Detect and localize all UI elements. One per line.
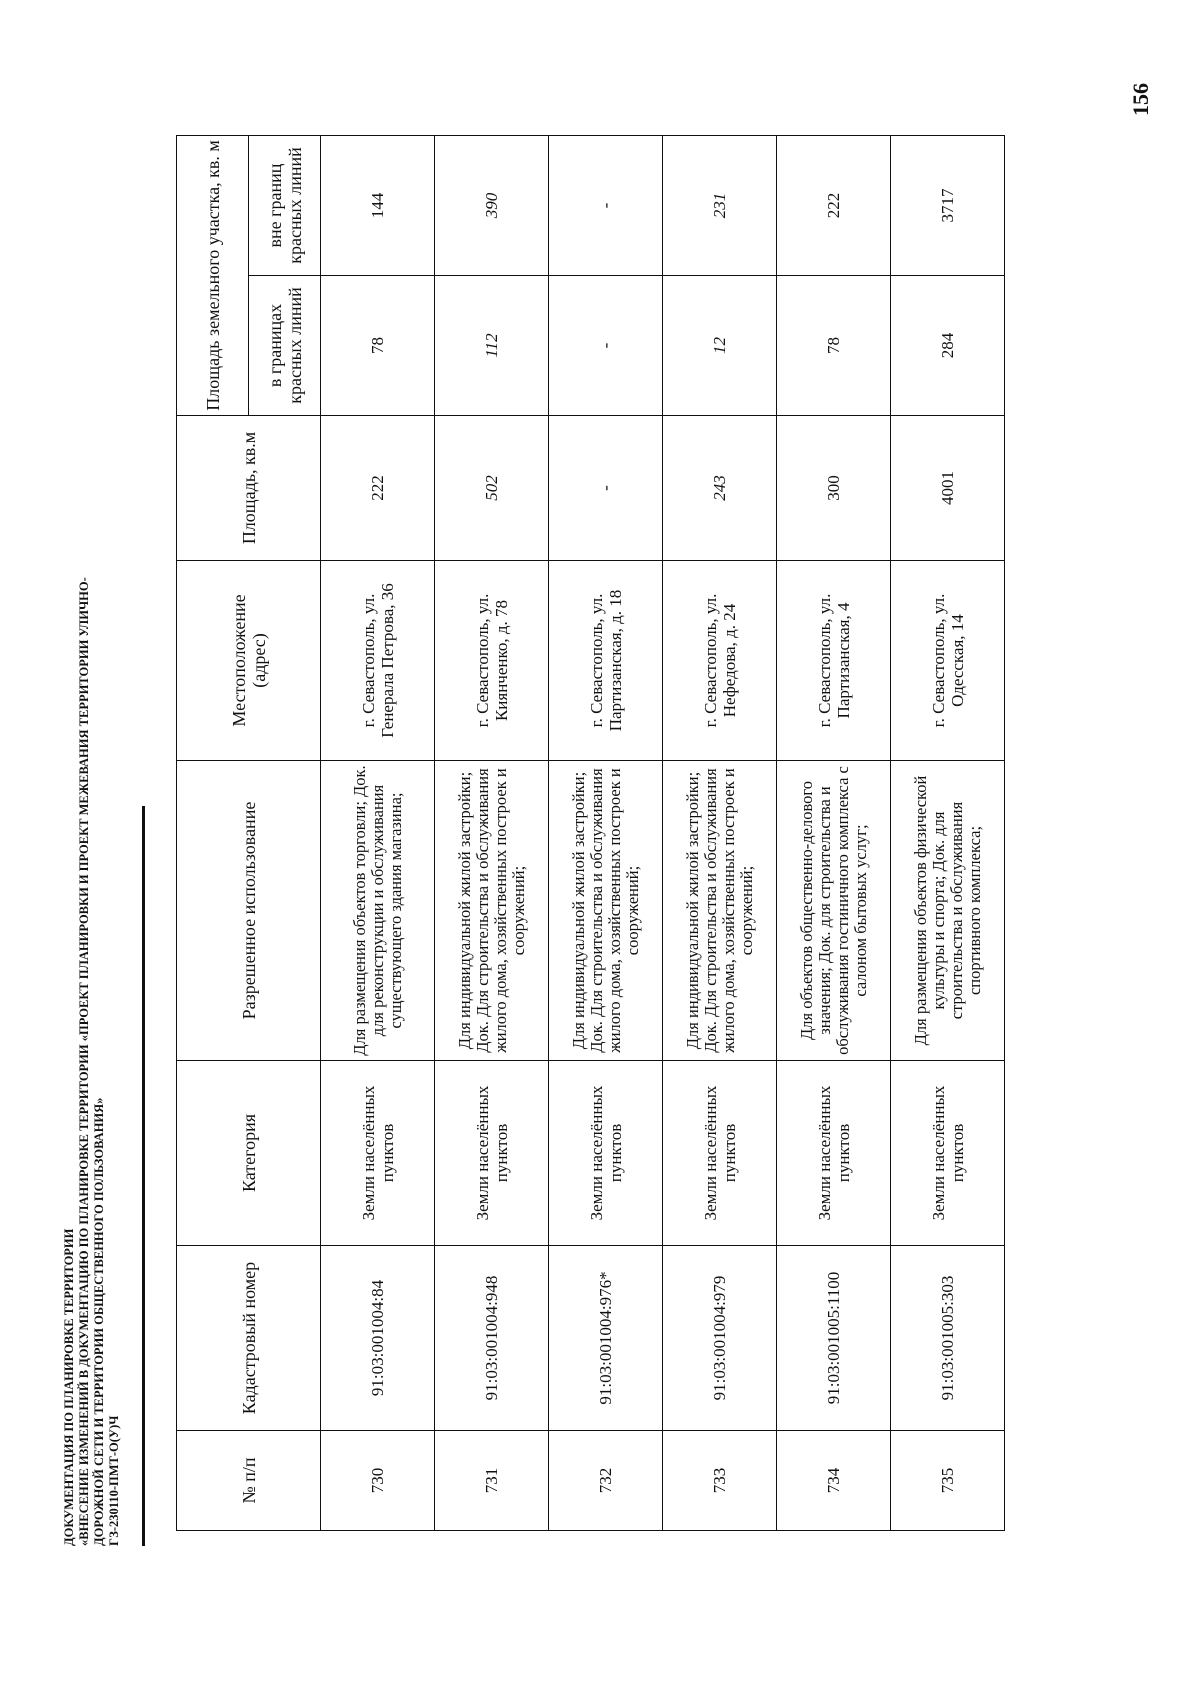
table-row bbox=[435, 136, 549, 1531]
cell-num: 735 bbox=[891, 1431, 1005, 1531]
cell-area: 243 bbox=[663, 416, 777, 561]
cell-address: г. Севастополь, ул. Одесская, 14 bbox=[891, 561, 1005, 761]
header-outside: вне границ красных линий bbox=[249, 136, 321, 276]
cell-cadastral: 91:03:001005:303 bbox=[891, 1246, 1005, 1431]
cell-address: г. Севастополь, ул. Генерала Петрова, 36 bbox=[321, 561, 435, 761]
table-row bbox=[777, 136, 891, 1531]
cell-cadastral: 91:03:001005:1100 bbox=[777, 1246, 891, 1431]
cell-cadastral: 91:03:001004:979 bbox=[663, 1246, 777, 1431]
cell-category: Земли населённых пунктов bbox=[891, 1061, 1005, 1246]
header-line-4: ГЗ-230110-ПМТ-О(У)Ч bbox=[107, 1415, 121, 1546]
header-inside: в границах красных линий bbox=[249, 276, 321, 416]
cell-area: 4001 bbox=[891, 416, 1005, 561]
cell-outside: 144 bbox=[321, 136, 435, 276]
cell-category: Земли населённых пунктов bbox=[663, 1061, 777, 1246]
cell-category: Земли населённых пунктов bbox=[321, 1061, 435, 1246]
cell-num: 730 bbox=[321, 1431, 435, 1531]
cell-usage: Для размещения объектов торговли; Док. для реконструкции и обслуживания существующего здания магазина; bbox=[321, 761, 435, 1061]
table-row bbox=[549, 136, 663, 1531]
cell-inside: - bbox=[549, 276, 663, 416]
cell-inside: 112 bbox=[435, 276, 549, 416]
header-category: Категория bbox=[177, 1061, 321, 1246]
cell-area: - bbox=[549, 416, 663, 561]
cell-usage: Для индивидуальной жилой застройки; Док. Для строительства и обслуживания жилого дома, хозяйственных построек и сооружений; bbox=[549, 761, 663, 1061]
cell-inside: 284 bbox=[891, 276, 1005, 416]
cell-category: Земли населённых пунктов bbox=[777, 1061, 891, 1246]
cell-area: 502 bbox=[435, 416, 549, 561]
cell-usage: Для индивидуальной жилой застройки; Док. Для строительства и обслуживания жилого дома, хозяйственных построек и сооружений; bbox=[435, 761, 549, 1061]
cell-outside: 231 bbox=[663, 136, 777, 276]
cell-inside: 78 bbox=[777, 276, 891, 416]
cell-address: г. Севастополь, ул. Партизанская, 4 bbox=[777, 561, 891, 761]
header-line-3: ДОРОЖНОЙ СЕТИ И ТЕРРИТОРИИ ОБЩЕСТВЕННОГО ПОЛЬЗОВАНИЯ» bbox=[92, 1097, 106, 1546]
header-cadastral: Кадастровый номер bbox=[177, 1246, 321, 1431]
cell-outside: 222 bbox=[777, 136, 891, 276]
document-header bbox=[62, 577, 122, 1546]
table-row bbox=[321, 136, 435, 1531]
cell-outside: - bbox=[549, 136, 663, 276]
cell-inside: 78 bbox=[321, 276, 435, 416]
cell-address: г. Севастополь, ул. Партизанская, д. 18 bbox=[549, 561, 663, 761]
header-divider bbox=[142, 806, 145, 1546]
cell-category: Земли населённых пунктов bbox=[549, 1061, 663, 1246]
cell-num: 733 bbox=[663, 1431, 777, 1531]
cell-inside: 12 bbox=[663, 276, 777, 416]
cell-area: 300 bbox=[777, 416, 891, 561]
cell-num: 731 bbox=[435, 1431, 549, 1531]
header-address: Местоположение (адрес) bbox=[177, 561, 321, 761]
header-area: Площадь, кв.м bbox=[177, 416, 321, 561]
header-line-2: «ВНЕСЕНИЕ ИЗМЕНЕНИЙ В ДОКУМЕНТАЦИЮ ПО ПЛАНИРОВКЕ ТЕРРИТОРИИ «ПРОЕКТ ПЛАНИРОВКИ И ПРОЕКТ МЕЖЕВАНИЯ ТЕРРИТОРИИ УЛИЧНО- bbox=[77, 577, 91, 1546]
cell-num: 734 bbox=[777, 1431, 891, 1531]
cell-outside: 3717 bbox=[891, 136, 1005, 276]
cell-category: Земли населённых пунктов bbox=[435, 1061, 549, 1246]
header-line-1: ДОКУМЕНТАЦИЯ ПО ПЛАНИРОВКЕ ТЕРРИТОРИИ bbox=[62, 1228, 76, 1546]
cell-address: г. Севастополь, ул. Киянченко, д. 78 bbox=[435, 561, 549, 761]
cell-area: 222 bbox=[321, 416, 435, 561]
cell-num: 732 bbox=[549, 1431, 663, 1531]
header-plot-area: Площадь земельного участка, кв. м bbox=[177, 136, 249, 416]
cell-usage: Для индивидуальной жилой застройки; Док. Для строительства и обслуживания жилого дома, хозяйственных построек и сооружений; bbox=[663, 761, 777, 1061]
header-num: № п/п bbox=[177, 1431, 321, 1531]
cell-outside: 390 bbox=[435, 136, 549, 276]
cell-usage: Для объектов общественно-делового значения; Док. для строительства и обслуживания гостиничного комплекса с салоном бытовых услуг; bbox=[777, 761, 891, 1061]
page-number: 156 bbox=[1128, 83, 1153, 116]
table-row bbox=[663, 136, 777, 1531]
header-usage: Разрешенное использование bbox=[177, 761, 321, 1061]
cell-address: г. Севастополь, ул. Нефедова, д. 24 bbox=[663, 561, 777, 761]
table-row bbox=[891, 136, 1005, 1531]
cell-usage: Для размещения объектов физической культуры и спорта; Док. для строительства и обслуживания спортивного комплекса; bbox=[891, 761, 1005, 1061]
land-plot-table bbox=[176, 135, 1005, 1531]
cell-cadastral: 91:03:001004:84 bbox=[321, 1246, 435, 1431]
cell-cadastral: 91:03:001004:976* bbox=[549, 1246, 663, 1431]
cell-cadastral: 91:03:001004:948 bbox=[435, 1246, 549, 1431]
